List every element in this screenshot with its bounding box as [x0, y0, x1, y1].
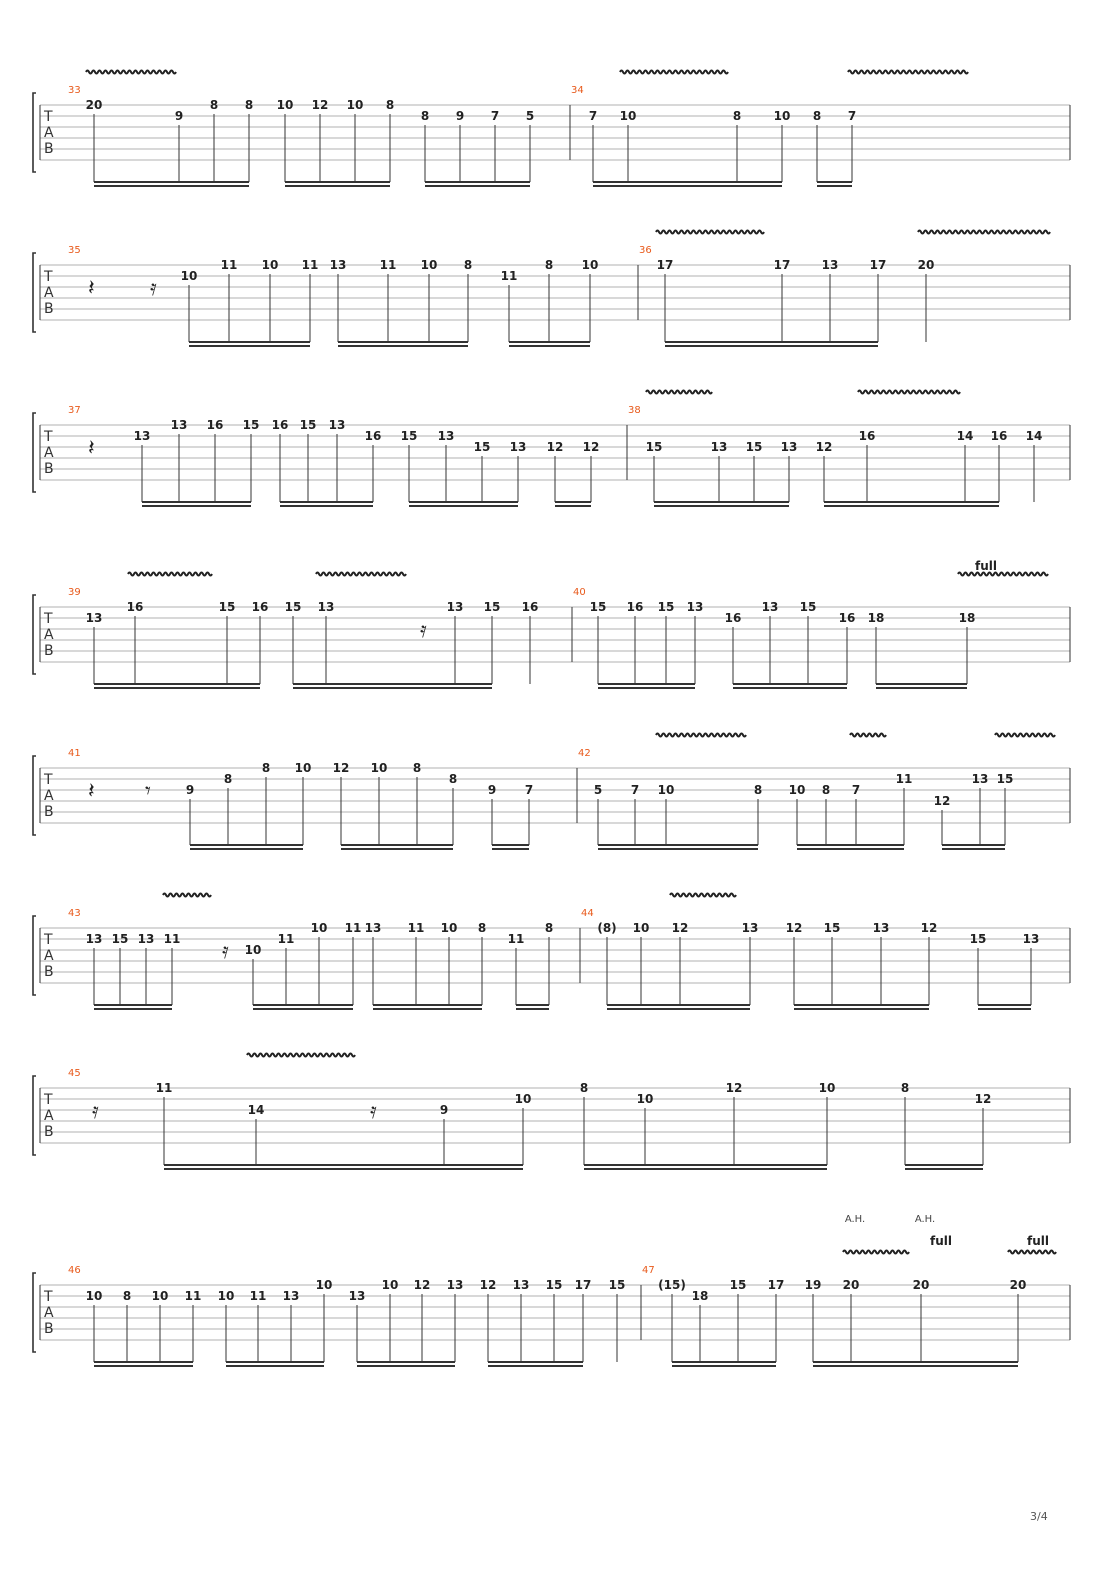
- fret-number: 13: [317, 600, 335, 614]
- tab-clef-letter: A: [44, 125, 54, 141]
- fret-number: 8: [209, 98, 219, 112]
- fret-number: 10: [773, 109, 791, 123]
- fret-number: 16: [206, 418, 224, 432]
- fret-number: 10: [440, 921, 458, 935]
- system-bracket: [33, 916, 36, 995]
- fret-number: 12: [671, 921, 689, 935]
- tab-clef-letter: B: [44, 964, 54, 980]
- fret-number: 15: [657, 600, 675, 614]
- fret-number: 8: [244, 98, 254, 112]
- fret-number: 13: [328, 418, 346, 432]
- measure-number: 42: [578, 748, 591, 759]
- fret-number: 13: [446, 600, 464, 614]
- rest-symbol: 𝄽: [88, 276, 95, 301]
- fret-number: 13: [821, 258, 839, 272]
- vibrato-mark-4: [656, 734, 746, 737]
- fret-number: 12: [785, 921, 803, 935]
- fret-number: 13: [446, 1278, 464, 1292]
- fret-number: 13: [364, 921, 382, 935]
- fret-number: 20: [85, 98, 103, 112]
- fret-number: 16: [251, 600, 269, 614]
- fret-number: 9: [455, 109, 465, 123]
- rest-symbol: 𝄿: [92, 1099, 99, 1124]
- fret-number: 18: [958, 611, 976, 625]
- fret-number: 12: [974, 1092, 992, 1106]
- tab-clef-letter: T: [44, 269, 53, 285]
- fret-number: 16: [521, 600, 539, 614]
- vibrato-mark-4: [850, 734, 886, 737]
- tab-clef-letter: T: [44, 932, 53, 948]
- fret-number: 10: [420, 258, 438, 272]
- fret-number: 20: [917, 258, 935, 272]
- fret-number: 7: [588, 109, 598, 123]
- tab-clef-letter: T: [44, 109, 53, 125]
- fret-number: 15: [284, 600, 302, 614]
- fret-number: 10: [276, 98, 294, 112]
- fret-number: 8: [900, 1081, 910, 1095]
- vibrato-mark-7: [843, 1251, 909, 1254]
- fret-number: 7: [490, 109, 500, 123]
- fret-number: 20: [912, 1278, 930, 1292]
- fret-number: 15: [799, 600, 817, 614]
- fret-number: 10: [294, 761, 312, 775]
- system-bracket: [33, 93, 36, 172]
- vibrato-mark-0: [848, 71, 968, 74]
- fret-number: 13: [1022, 932, 1040, 946]
- fret-number: 12: [546, 440, 564, 454]
- fret-number: 17: [869, 258, 887, 272]
- fret-number: 10: [217, 1289, 235, 1303]
- measure-number: 39: [68, 587, 81, 598]
- fret-number: 7: [851, 783, 861, 797]
- fret-number: 18: [867, 611, 885, 625]
- technique-annotation: A.H.: [914, 1214, 936, 1225]
- fret-number: 13: [780, 440, 798, 454]
- fret-number: 5: [525, 109, 535, 123]
- vibrato-mark-5: [163, 894, 211, 897]
- vibrato-mark-3: [958, 573, 1048, 576]
- fret-number: 13: [512, 1278, 530, 1292]
- tab-clef-letter: B: [44, 1321, 54, 1337]
- fret-number: 10: [85, 1289, 103, 1303]
- fret-number: 15: [589, 600, 607, 614]
- fret-number: 12: [933, 794, 951, 808]
- tab-clef-letter: B: [44, 643, 54, 659]
- technique-annotation: A.H.: [844, 1214, 866, 1225]
- measure-number: 36: [639, 245, 652, 256]
- tab-clef-letter: B: [44, 141, 54, 157]
- vibrato-mark-0: [620, 71, 728, 74]
- tab-clef-letter: A: [44, 1305, 54, 1321]
- fret-number: 16: [724, 611, 742, 625]
- fret-number: 17: [656, 258, 674, 272]
- vibrato-mark-2: [858, 391, 960, 394]
- fret-number: 8: [448, 772, 458, 786]
- vibrato-mark-4: [995, 734, 1055, 737]
- fret-number: 13: [971, 772, 989, 786]
- system-bracket: [33, 756, 36, 835]
- fret-number: 12: [920, 921, 938, 935]
- vibrato-mark-0: [86, 71, 176, 74]
- fret-number: 10: [632, 921, 650, 935]
- vibrato-mark-5: [670, 894, 736, 897]
- fret-number: 15: [473, 440, 491, 454]
- fret-number: 8: [753, 783, 763, 797]
- fret-number: 7: [524, 783, 534, 797]
- fret-number: 9: [174, 109, 184, 123]
- measure-number: 34: [571, 85, 584, 96]
- fret-number: 8: [412, 761, 422, 775]
- fret-number: 8: [732, 109, 742, 123]
- fret-number: 15: [299, 418, 317, 432]
- system-bracket: [33, 595, 36, 674]
- fret-number: 16: [626, 600, 644, 614]
- fret-number: 10: [151, 1289, 169, 1303]
- fret-number: 10: [180, 269, 198, 283]
- system-bracket: [33, 1076, 36, 1155]
- vibrato-mark-3: [316, 573, 406, 576]
- fret-number: 14: [956, 429, 974, 443]
- tab-clef-letter: A: [44, 627, 54, 643]
- fret-number: 15: [729, 1278, 747, 1292]
- fret-number: 19: [804, 1278, 822, 1292]
- system-bracket: [33, 413, 36, 492]
- rest-symbol: 𝄽: [88, 436, 95, 461]
- tab-clef-letter: T: [44, 1092, 53, 1108]
- rest-symbol: 𝄿: [222, 939, 229, 964]
- fret-number: 12: [725, 1081, 743, 1095]
- fret-number: 10: [581, 258, 599, 272]
- fret-number: 8: [223, 772, 233, 786]
- fret-number: 8: [544, 258, 554, 272]
- tab-clef-letter: A: [44, 445, 54, 461]
- fret-number: 11: [301, 258, 319, 272]
- tab-clef-letter: T: [44, 429, 53, 445]
- fret-number: 13: [686, 600, 704, 614]
- measure-number: 37: [68, 405, 81, 416]
- vibrato-mark-1: [656, 231, 764, 234]
- tab-clef-letter: B: [44, 461, 54, 477]
- fret-number: 10: [818, 1081, 836, 1095]
- fret-number: 7: [847, 109, 857, 123]
- technique-annotation: full: [1027, 1234, 1049, 1248]
- fret-number: 13: [133, 429, 151, 443]
- fret-number: 13: [329, 258, 347, 272]
- fret-number: 11: [184, 1289, 202, 1303]
- measure-number: 44: [581, 908, 594, 919]
- fret-number: 10: [514, 1092, 532, 1106]
- fret-number: 16: [364, 429, 382, 443]
- fret-number: 14: [1025, 429, 1043, 443]
- rest-symbol: 𝄿: [420, 618, 427, 643]
- fret-number: 11: [895, 772, 913, 786]
- tab-clef-letter: T: [44, 1289, 53, 1305]
- fret-number: 15: [996, 772, 1014, 786]
- tab-clef-letter: B: [44, 804, 54, 820]
- fret-number: 13: [170, 418, 188, 432]
- tab-clef-letter: B: [44, 301, 54, 317]
- fret-number: 11: [249, 1289, 267, 1303]
- vibrato-mark-2: [646, 391, 712, 394]
- fret-number: 15: [111, 932, 129, 946]
- fret-number: 7: [630, 783, 640, 797]
- fret-number: 12: [311, 98, 329, 112]
- fret-number: (8): [597, 921, 617, 935]
- measure-number: 40: [573, 587, 586, 598]
- tab-clef-letter: A: [44, 788, 54, 804]
- fret-number: 13: [710, 440, 728, 454]
- fret-number: 10: [381, 1278, 399, 1292]
- rest-symbol: 𝄾: [145, 779, 151, 804]
- measure-number: 41: [68, 748, 81, 759]
- fret-number: 16: [126, 600, 144, 614]
- technique-annotation: full: [975, 559, 997, 573]
- fret-number: 5: [593, 783, 603, 797]
- fret-number: 8: [261, 761, 271, 775]
- fret-number: 8: [477, 921, 487, 935]
- fret-number: 11: [344, 921, 362, 935]
- fret-number: 13: [741, 921, 759, 935]
- fret-number: 8: [385, 98, 395, 112]
- fret-number: 13: [437, 429, 455, 443]
- fret-number: 15: [545, 1278, 563, 1292]
- technique-annotation: full: [930, 1234, 952, 1248]
- fret-number: 17: [574, 1278, 592, 1292]
- rest-symbol: 𝄽: [88, 779, 95, 804]
- fret-number: 9: [487, 783, 497, 797]
- fret-number: 10: [261, 258, 279, 272]
- measure-number: 38: [628, 405, 641, 416]
- tab-clef-letter: B: [44, 1124, 54, 1140]
- vibrato-mark-1: [918, 231, 1050, 234]
- fret-number: 16: [271, 418, 289, 432]
- fret-number: 16: [858, 429, 876, 443]
- fret-number: 13: [761, 600, 779, 614]
- fret-number: 9: [439, 1103, 449, 1117]
- fret-number: 16: [990, 429, 1008, 443]
- fret-number: 11: [163, 932, 181, 946]
- fret-number: 10: [657, 783, 675, 797]
- fret-number: 11: [379, 258, 397, 272]
- tab-clef-letter: A: [44, 285, 54, 301]
- fret-number: 8: [821, 783, 831, 797]
- fret-number: 11: [500, 269, 518, 283]
- fret-number: 8: [579, 1081, 589, 1095]
- fret-number: 16: [838, 611, 856, 625]
- fret-number: 13: [85, 932, 103, 946]
- fret-number: 15: [242, 418, 260, 432]
- fret-number: 20: [1009, 1278, 1027, 1292]
- fret-number: 10: [788, 783, 806, 797]
- tab-clef-letter: T: [44, 611, 53, 627]
- fret-number: 17: [773, 258, 791, 272]
- fret-number: 14: [247, 1103, 265, 1117]
- fret-number: 15: [645, 440, 663, 454]
- fret-number: 10: [346, 98, 364, 112]
- vibrato-mark-6: [247, 1054, 355, 1057]
- page-number: 3/4: [1030, 1510, 1048, 1523]
- fret-number: 8: [463, 258, 473, 272]
- fret-number: (15): [658, 1278, 686, 1292]
- fret-number: 9: [185, 783, 195, 797]
- fret-number: 15: [745, 440, 763, 454]
- fret-number: 18: [691, 1289, 709, 1303]
- fret-number: 12: [332, 761, 350, 775]
- vibrato-mark-3: [128, 573, 212, 576]
- fret-number: 10: [370, 761, 388, 775]
- fret-number: 11: [277, 932, 295, 946]
- measure-number: 47: [642, 1265, 655, 1276]
- fret-number: 12: [815, 440, 833, 454]
- measure-number: 45: [68, 1068, 81, 1079]
- fret-number: 13: [509, 440, 527, 454]
- fret-number: 15: [608, 1278, 626, 1292]
- fret-number: 17: [767, 1278, 785, 1292]
- vibrato-mark-7: [1008, 1251, 1056, 1254]
- measure-number: 43: [68, 908, 81, 919]
- fret-number: 11: [220, 258, 238, 272]
- tab-clef-letter: T: [44, 772, 53, 788]
- fret-number: 11: [155, 1081, 173, 1095]
- measure-number: 46: [68, 1265, 81, 1276]
- fret-number: 8: [544, 921, 554, 935]
- fret-number: 15: [483, 600, 501, 614]
- fret-number: 11: [407, 921, 425, 935]
- rest-symbol: 𝄿: [150, 276, 157, 301]
- fret-number: 10: [619, 109, 637, 123]
- fret-number: 20: [842, 1278, 860, 1292]
- fret-number: 12: [413, 1278, 431, 1292]
- fret-number: 15: [218, 600, 236, 614]
- fret-number: 13: [85, 611, 103, 625]
- fret-number: 13: [872, 921, 890, 935]
- fret-number: 15: [400, 429, 418, 443]
- fret-number: 10: [636, 1092, 654, 1106]
- fret-number: 10: [310, 921, 328, 935]
- fret-number: 10: [244, 943, 262, 957]
- fret-number: 13: [137, 932, 155, 946]
- fret-number: 13: [348, 1289, 366, 1303]
- fret-number: 15: [823, 921, 841, 935]
- tab-clef-letter: A: [44, 1108, 54, 1124]
- fret-number: 15: [969, 932, 987, 946]
- tab-clef-letter: A: [44, 948, 54, 964]
- system-bracket: [33, 1273, 36, 1352]
- measure-number: 33: [68, 85, 81, 96]
- fret-number: 11: [507, 932, 525, 946]
- measure-number: 35: [68, 245, 81, 256]
- fret-number: 12: [582, 440, 600, 454]
- fret-number: 8: [420, 109, 430, 123]
- fret-number: 10: [315, 1278, 333, 1292]
- fret-number: 8: [122, 1289, 132, 1303]
- system-bracket: [33, 253, 36, 332]
- fret-number: 12: [479, 1278, 497, 1292]
- fret-number: 8: [812, 109, 822, 123]
- fret-number: 13: [282, 1289, 300, 1303]
- rest-symbol: 𝄿: [370, 1099, 377, 1124]
